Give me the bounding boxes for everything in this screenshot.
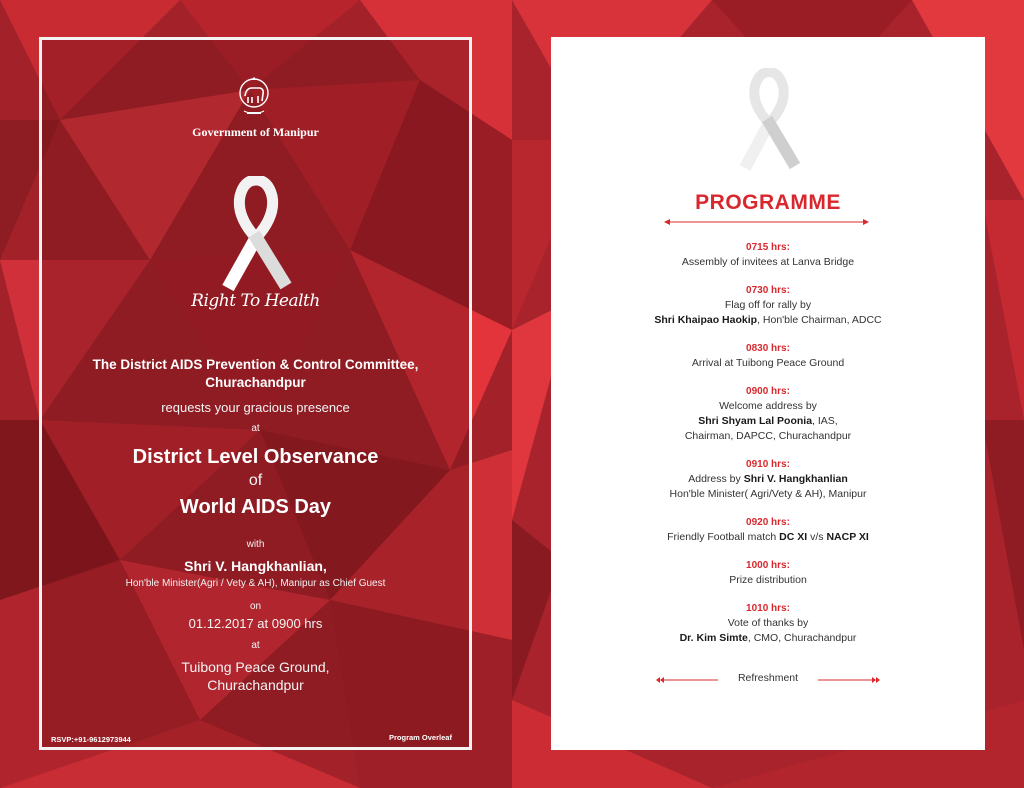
programme-text: Friendly Football match bbox=[667, 531, 780, 543]
at-text-2: at bbox=[251, 640, 260, 651]
programme-item bbox=[551, 241, 985, 270]
event-date: 01.12.2017 at 0900 hrs bbox=[188, 616, 323, 631]
programme-text: , Hon'ble Chairman, ADCC bbox=[757, 314, 882, 326]
venue-line-2: Churachandpur bbox=[207, 677, 304, 693]
chief-guest-role: Hon'ble Minister(Agri / Vety & AH), Manipur as Chief Guest bbox=[125, 578, 386, 589]
programme-text: Hon'ble Minister( Agri/Vety & AH), Manipur bbox=[669, 488, 867, 500]
programme-item bbox=[551, 559, 985, 588]
programme-time: 0900 hrs: bbox=[746, 386, 790, 397]
programme-description-line bbox=[551, 472, 985, 487]
committee-line-1: The District AIDS Prevention & Control Committee, bbox=[92, 357, 419, 372]
programme-text: Vote of thanks by bbox=[727, 617, 809, 629]
programme-description-line bbox=[551, 399, 985, 414]
programme-time: 0830 hrs: bbox=[746, 343, 790, 354]
rsvp-contact: RSVP:+91-9612973944 bbox=[51, 735, 131, 744]
event-title-line-1: District Level Observance bbox=[132, 446, 379, 468]
programme-description-line bbox=[551, 298, 985, 313]
programme-description-line bbox=[551, 530, 985, 545]
programme-person-name: Shri Khaipao Haokip bbox=[654, 314, 758, 326]
programme-time: 1000 hrs: bbox=[746, 560, 790, 571]
programme-list bbox=[551, 241, 985, 660]
government-name: Government of Manipur bbox=[192, 125, 319, 139]
state-emblem-icon bbox=[234, 76, 274, 118]
event-title-line-2: World AIDS Day bbox=[179, 496, 332, 518]
programme-text: Prize distribution bbox=[729, 574, 807, 586]
programme-item bbox=[551, 342, 985, 371]
red-ribbon-icon bbox=[214, 176, 298, 294]
programme-text: Arrival at Tuibong Peace Ground bbox=[691, 357, 845, 369]
programme-description-line bbox=[551, 573, 985, 588]
programme-item bbox=[551, 284, 985, 328]
programme-item bbox=[551, 516, 985, 545]
programme-title: PROGRAMME bbox=[695, 191, 841, 214]
programme-person-name: NACP XI bbox=[826, 531, 869, 543]
programme-text: Assembly of invitees at Lanva Bridge bbox=[681, 256, 855, 268]
committee-name bbox=[42, 356, 469, 392]
program-overleaf-note: Program Overleaf bbox=[389, 733, 452, 742]
on-text: on bbox=[249, 601, 262, 612]
programme-time: 0715 hrs: bbox=[746, 242, 790, 253]
refreshment-text: Refreshment bbox=[737, 672, 799, 684]
programme-time: 0920 hrs: bbox=[746, 517, 790, 528]
programme-description-line bbox=[551, 313, 985, 328]
programme-description-line bbox=[551, 487, 985, 502]
refreshment-rule-left bbox=[656, 677, 718, 683]
tagline: Right To Health bbox=[191, 291, 320, 311]
refreshment-rule-right bbox=[818, 677, 880, 683]
programme-time: 0910 hrs: bbox=[746, 459, 790, 470]
programme-item bbox=[551, 458, 985, 502]
programme-text: v/s bbox=[807, 531, 827, 543]
programme-item bbox=[551, 385, 985, 444]
programme-description-line bbox=[551, 414, 985, 429]
programme-time: 1010 hrs: bbox=[746, 603, 790, 614]
programme-item bbox=[551, 602, 985, 646]
chief-guest-name: Shri V. Hangkhanlian, bbox=[184, 558, 327, 574]
with-text: with bbox=[246, 539, 265, 550]
programme-description-line bbox=[551, 255, 985, 270]
programme-description-line bbox=[551, 616, 985, 631]
title-divider bbox=[664, 218, 869, 226]
programme-person-name: DC XI bbox=[779, 531, 808, 543]
programme-text: Chairman, DAPCC, Churachandpur bbox=[684, 430, 852, 442]
programme-text: , CMO, Churachandpur bbox=[747, 632, 857, 644]
committee-line-2: Churachandpur bbox=[205, 375, 306, 390]
white-ribbon-icon bbox=[733, 68, 805, 174]
programme-description-line bbox=[551, 429, 985, 444]
at-text-1: at bbox=[251, 423, 260, 434]
programme-description-line bbox=[551, 631, 985, 646]
programme-person-name: Shri Shyam Lal Poonia bbox=[698, 415, 813, 427]
programme-description-line bbox=[551, 356, 985, 371]
venue-line-1: Tuibong Peace Ground, bbox=[181, 659, 330, 675]
programme-text: Flag off for rally by bbox=[724, 299, 812, 311]
requests-text: requests your gracious presence bbox=[161, 400, 350, 415]
programme-person-name: Shri V. Hangkhanlian bbox=[743, 473, 848, 485]
programme-text: Welcome address by bbox=[719, 400, 817, 412]
programme-text: Address by bbox=[688, 473, 744, 485]
programme-text: , IAS, bbox=[812, 415, 838, 427]
event-of-text: of bbox=[248, 472, 263, 489]
venue bbox=[42, 658, 469, 694]
programme-time: 0730 hrs: bbox=[746, 285, 790, 296]
programme-person-name: Dr. Kim Simte bbox=[679, 632, 748, 644]
